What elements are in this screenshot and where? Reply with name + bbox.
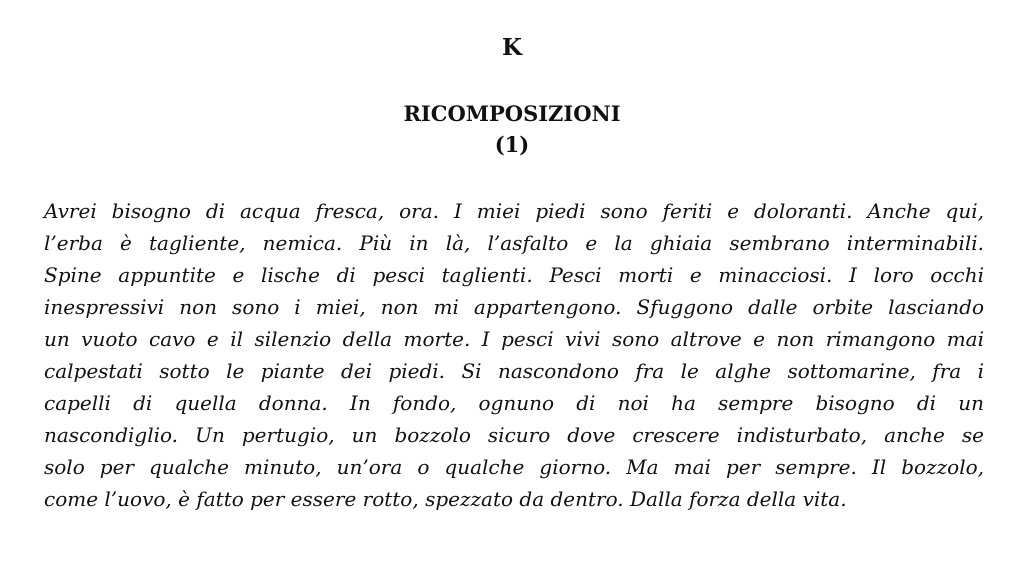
- page-subtitle: (1): [494, 132, 530, 157]
- paragraph-line: calpestati sotto le piante dei piedi. Si nascondono fra le alghe sottomarine, fra i: [44, 359, 984, 383]
- paragraph-line: solo per qualche minuto, un’ora o qualche giorno. Ma mai per sempre. Il bozzolo,: [44, 455, 984, 479]
- paragraph-line: inespressivi non sono i miei, non mi appartengono. Sfuggono dalle orbite lasciando: [44, 295, 984, 319]
- chapter-letter: K: [502, 34, 522, 61]
- paragraph-line: un vuoto cavo e il silenzio della morte. I pesci vivi sono altrove e non rimangono mai: [44, 327, 984, 351]
- paragraph-line: Avrei bisogno di acqua fresca, ora. I miei piedi sono feriti e doloranti. Anche qui,: [44, 199, 984, 223]
- paragraph-line: capelli di quella donna. In fondo, ognuno di noi ha sempre bisogno di un: [44, 391, 984, 415]
- paragraph-line: Spine appuntite e lische di pesci taglienti. Pesci morti e minacciosi. I loro occhi: [44, 263, 984, 287]
- paragraph-line: l’erba è tagliente, nemica. Più in là, l’asfalto e la ghiaia sembrano interminabili.: [44, 231, 984, 255]
- page-title: RICOMPOSIZIONI: [403, 101, 621, 126]
- paragraph-line: nascondiglio. Un pertugio, un bozzolo sicuro dove crescere indisturbato, anche se: [44, 423, 984, 447]
- body-paragraph: [44, 195, 984, 515]
- paragraph-line: come l’uovo, è fatto per essere rotto, spezzato da dentro. Dalla forza della vita.: [44, 487, 847, 511]
